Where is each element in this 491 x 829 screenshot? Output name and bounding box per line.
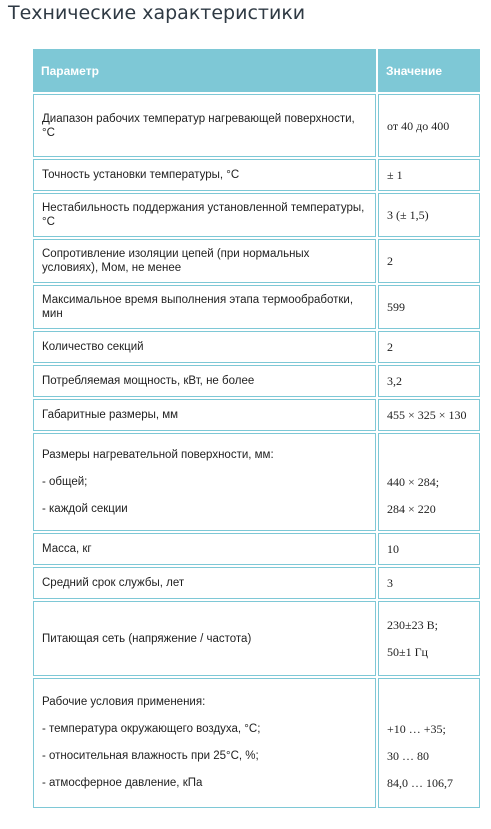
table-row xyxy=(33,94,480,157)
table-row xyxy=(33,331,480,363)
value-subitem: 440 × 284; xyxy=(387,474,440,489)
value-subitem: 84,0 … 106,7 xyxy=(387,776,453,790)
value-subitem: 284 × 220 xyxy=(387,501,436,516)
value-cell: 2 xyxy=(378,239,480,283)
param-cell: Точность установки температуры, °C xyxy=(33,159,376,191)
table-row xyxy=(33,433,480,531)
param-cell: Диапазон рабочих температур нагревающей поверхности, °C xyxy=(33,94,376,157)
value-cell: 3,2 xyxy=(378,365,480,397)
table-row xyxy=(33,285,480,329)
value-subitem: +10 … +35; xyxy=(387,722,446,736)
value-cell: 3 xyxy=(378,567,480,599)
table-row xyxy=(33,601,480,676)
value-cell: 455 × 325 × 130 xyxy=(378,399,480,431)
param-cell: Масса, кг xyxy=(33,533,376,565)
table-row xyxy=(33,239,480,283)
value-cell xyxy=(378,601,480,676)
param-cell xyxy=(33,678,376,808)
table-row xyxy=(33,193,480,237)
value-cell: 3 (± 1,5) xyxy=(378,193,480,237)
param-heading: Рабочие условия применения: xyxy=(42,696,206,708)
value-cell: 599 xyxy=(378,285,480,329)
param-cell: Максимальное время выполнения этапа термообработки, мин xyxy=(33,285,376,329)
table-row xyxy=(33,567,480,599)
param-subitem: - температура окружающего воздуха, °C; xyxy=(42,723,261,735)
param-cell: Габаритные размеры, мм xyxy=(33,399,376,431)
param-cell: Средний срок службы, лет xyxy=(33,567,376,599)
table-row xyxy=(33,365,480,397)
value-subitem: 230±23 В; xyxy=(387,617,438,632)
param-subitem: - общей; xyxy=(42,475,88,488)
value-cell: от 40 до 400 xyxy=(378,94,480,157)
param-cell xyxy=(33,433,376,531)
param-heading: Размеры нагревательной поверхности, мм: xyxy=(42,448,274,461)
value-subitem: 30 … 80 xyxy=(387,749,429,763)
param-cell: Сопротивление изоляции цепей (при нормальных условиях), Мом, не менее xyxy=(33,239,376,283)
table-row xyxy=(33,399,480,431)
param-cell: Количество секций xyxy=(33,331,376,363)
param-subitem: - каждой секции xyxy=(42,502,128,515)
value-cell: 2 xyxy=(378,331,480,363)
param-cell: Потребляемая мощность, кВт, не более xyxy=(33,365,376,397)
table-row xyxy=(33,159,480,191)
page-title: Технические характеристики xyxy=(8,2,306,24)
param-subitem: - относительная влажность при 25°C, %; xyxy=(42,750,259,762)
specifications-table xyxy=(31,47,482,810)
header-parameter: Параметр xyxy=(33,49,376,92)
value-cell xyxy=(378,433,480,531)
header-value: Значение xyxy=(378,49,480,92)
table-row xyxy=(33,533,480,565)
value-subitem: 50±1 Гц xyxy=(387,644,428,659)
param-cell: Нестабильность поддержания установленной температуры, °C xyxy=(33,193,376,237)
param-cell: Питающая сеть (напряжение / частота) xyxy=(33,601,376,676)
value-cell: ± 1 xyxy=(378,159,480,191)
value-cell: 10 xyxy=(378,533,480,565)
value-cell xyxy=(378,678,480,808)
param-subitem: - атмосферное давление, кПа xyxy=(42,777,203,789)
table-header-row xyxy=(33,49,480,92)
table-row xyxy=(33,678,480,808)
